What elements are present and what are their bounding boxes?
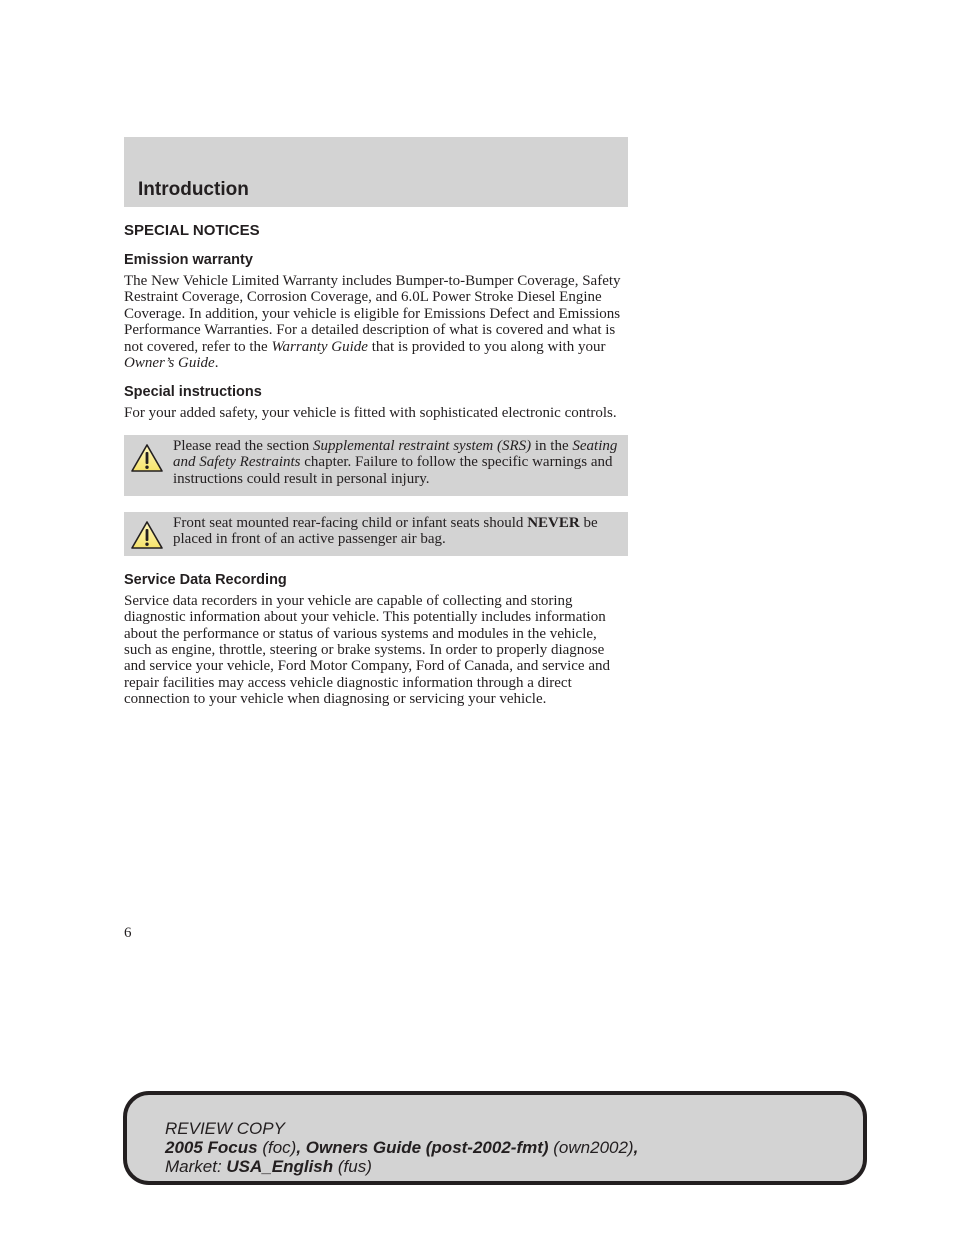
text-run: Front seat mounted rear-facing child or infant seats should [173, 514, 528, 531]
text-run: Please read the section [173, 437, 313, 454]
never-emphasis: NEVER [527, 514, 580, 531]
emission-warranty-heading: Emission warranty [124, 252, 253, 268]
page-number: 6 [124, 925, 132, 941]
market-label: Market: [165, 1157, 227, 1176]
footer-line-review: REVIEW COPY [165, 1119, 285, 1138]
text-run: . [214, 355, 219, 372]
owners-guide-reference: Owner’s Guide [124, 355, 215, 372]
guide-code: (own2002) [548, 1138, 634, 1157]
separator: , [633, 1138, 639, 1157]
footer-text [165, 1119, 638, 1176]
emission-warranty-paragraph [124, 273, 628, 371]
seating-chapter-reference: Seating and Safety Restraints [173, 437, 618, 471]
warranty-guide-reference: Warranty Guide [271, 338, 368, 355]
srs-warning-box [124, 435, 628, 496]
model-name: 2005 Focus [165, 1138, 258, 1157]
srs-section-reference: Supplemental restraint system (SRS) [312, 437, 532, 454]
service-data-paragraph: Service data recorders in your vehicle are capable of collecting and storing diagnostic information about your vehicle. This potentially includes information about the performance or status of various systems and modules in the vehicle, such as engine, throttle, steering or brake systems. In order to properly diagnose and service your vehicle, Ford Motor Company, Ford of Canada, and service and repair facilities may access vehicle diagnostic information through a direct connection to your vehicle when diagnosing or servicing your vehicle. [124, 592, 610, 708]
special-instructions-paragraph: For your added safety, your vehicle is fitted with sophisticated electronic controls. [124, 405, 617, 422]
chapter-title: Introduction [138, 179, 249, 200]
review-copy-footer [123, 1091, 867, 1185]
text-run: be placed in front of an active passenger air bag. [173, 514, 598, 548]
child-seat-warning-box [124, 512, 628, 556]
warning-triangle-icon [130, 520, 164, 550]
text-run: that is provided to you along with your [367, 338, 606, 355]
service-data-heading: Service Data Recording [124, 571, 287, 588]
text-run: chapter. Failure to follow the specific warnings and instructions could result in personal injury. [173, 454, 613, 488]
text-run: The New Vehicle Limited Warranty includes Bumper-to-Bumper Coverage, Safety Restraint Coverage, Corrosion Coverage, and 6.0L Power Stroke Diesel Engine Coverage. In addition, your vehicle is eligible for Emissions Defect and Emissions Performance Warranties. For a detailed description of what is covered and what is not covered, refer to the [124, 273, 621, 355]
guide-name: , Owners Guide (post-2002-fmt) [296, 1138, 549, 1157]
special-instructions-heading: Special instructions [124, 384, 262, 401]
page-content [124, 218, 628, 721]
text-run: in the [531, 437, 573, 454]
model-code: (foc) [257, 1138, 297, 1157]
section-title: SPECIAL NOTICES [124, 222, 260, 239]
footer-line-market [165, 1157, 638, 1176]
warning-triangle-icon [130, 443, 164, 473]
footer-line-model [165, 1138, 638, 1157]
market-code: (fus) [333, 1157, 372, 1176]
market-name: USA_English [226, 1157, 334, 1176]
chapter-header-band [124, 137, 628, 207]
